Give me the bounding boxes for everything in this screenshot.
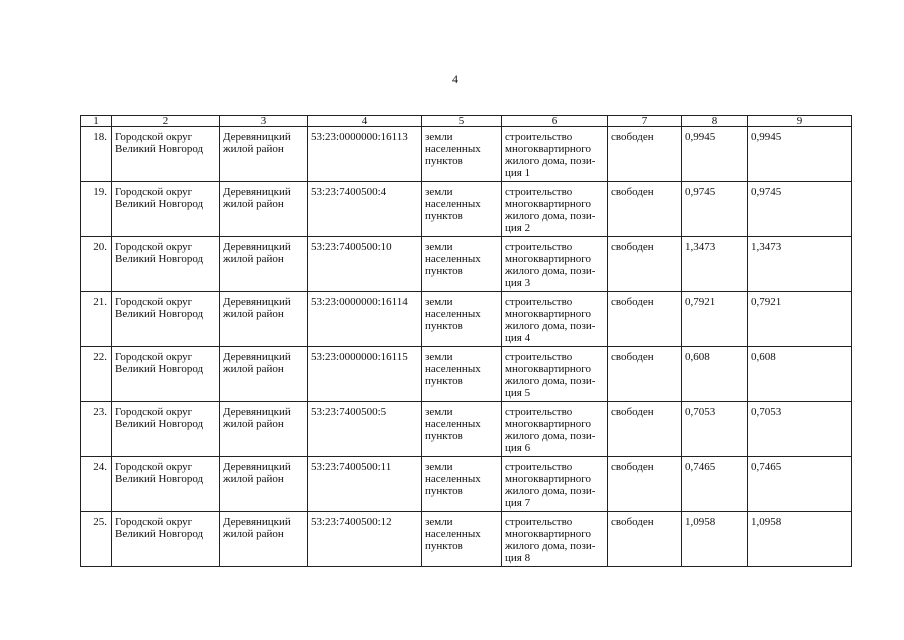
permitted-use-cell <box>502 237 608 292</box>
cell-text-line: многоквартирного <box>505 418 592 430</box>
okrug-cell <box>112 512 220 567</box>
cell-text-line: Деревяницкий <box>223 296 291 308</box>
cadastral-number-cell <box>308 402 422 457</box>
cell-text-line: земли <box>425 406 453 418</box>
table-header <box>81 116 852 127</box>
cell-text-line: жилого дома, пози- <box>505 375 596 387</box>
table-row <box>81 127 852 182</box>
cell-text-line: Великий Новгород <box>115 308 204 320</box>
cell-text-line: многоквартирного <box>505 473 592 485</box>
cell-text-line: 53:23:7400500:11 <box>311 461 392 473</box>
cell-text-line: пунктов <box>425 485 463 497</box>
cell-text-line: многоквартирного <box>505 528 592 540</box>
cell-text-line: Городской округ <box>115 351 193 363</box>
cell-text-line: населенных <box>425 528 481 540</box>
cell-text-line: 21. <box>93 296 107 308</box>
cell-text-line: жилого дома, пози- <box>505 430 596 442</box>
permitted-use-cell <box>502 127 608 182</box>
cell-text-line: пунктов <box>425 540 463 552</box>
cell-text-line: жилого дома, пози- <box>505 265 596 277</box>
okrug-cell <box>112 292 220 347</box>
area-cell <box>682 292 748 347</box>
cell-text-line: строительство <box>505 351 573 363</box>
cell-text-line: 25. <box>93 516 107 528</box>
cell-text-line: населенных <box>425 363 481 375</box>
rayon-cell <box>220 457 308 512</box>
cell-text-line: пунктов <box>425 155 463 167</box>
cell-text-line: Великий Новгород <box>115 363 204 375</box>
land-category-cell <box>422 347 502 402</box>
cell-text-line: 0,7921 <box>685 296 716 308</box>
okrug-cell <box>112 182 220 237</box>
cell-text-line: 19. <box>93 186 107 198</box>
area-second-cell <box>748 457 852 512</box>
status-cell <box>608 512 682 567</box>
table-row <box>81 457 852 512</box>
cell-text-line: жилого дома, пози- <box>505 210 596 222</box>
cell-text-line: 1,3473 <box>685 241 716 253</box>
cell-text-line: Деревяницкий <box>223 186 291 198</box>
cell-text-line: свободен <box>611 296 654 308</box>
cell-text-line: Великий Новгород <box>115 473 204 485</box>
area-second-cell <box>748 182 852 237</box>
cell-text-line: строительство <box>505 241 573 253</box>
permitted-use-cell <box>502 182 608 237</box>
cell-text-line: жилой район <box>223 473 284 485</box>
status-cell <box>608 292 682 347</box>
cell-text-line: строительство <box>505 406 573 418</box>
cell-text-line: многоквартирного <box>505 198 592 210</box>
cell-text-line: жилого дома, пози- <box>505 485 596 497</box>
cadastral-number-cell <box>308 237 422 292</box>
status-cell <box>608 237 682 292</box>
row-number-cell <box>81 182 112 237</box>
cell-text-line: 20. <box>93 241 107 253</box>
cell-text-line: Деревяницкий <box>223 351 291 363</box>
land-category-cell <box>422 182 502 237</box>
cadastral-number-cell <box>308 347 422 402</box>
cell-text-line: ция 6 <box>505 442 531 454</box>
area-second-cell <box>748 237 852 292</box>
area-cell <box>682 237 748 292</box>
area-second-cell <box>748 512 852 567</box>
status-cell <box>608 347 682 402</box>
cell-text-line: Деревяницкий <box>223 131 291 143</box>
cell-text-line: 53:23:0000000:16115 <box>311 351 408 363</box>
cell-text-line: жилой район <box>223 528 284 540</box>
table-row <box>81 402 852 457</box>
land-category-cell <box>422 292 502 347</box>
table-row <box>81 512 852 567</box>
header-cell-2: 2 <box>112 116 220 127</box>
land-category-cell <box>422 512 502 567</box>
okrug-cell <box>112 347 220 402</box>
cadastral-number-cell <box>308 292 422 347</box>
cell-text-line: 0,9745 <box>751 186 782 198</box>
cell-text-line: свободен <box>611 516 654 528</box>
row-number-cell <box>81 457 112 512</box>
cadastral-number-cell <box>308 512 422 567</box>
table-row <box>81 182 852 237</box>
row-number-cell <box>81 292 112 347</box>
cell-text-line: 0,7053 <box>751 406 782 418</box>
cell-text-line: 24. <box>93 461 107 473</box>
cell-text-line: 53:23:0000000:16113 <box>311 131 408 143</box>
cell-text-line: строительство <box>505 461 573 473</box>
cell-text-line: пунктов <box>425 265 463 277</box>
cell-text-line: 0,7465 <box>751 461 782 473</box>
row-number-cell <box>81 347 112 402</box>
cell-text-line: ция 5 <box>505 387 531 399</box>
row-number-cell <box>81 402 112 457</box>
cell-text-line: населенных <box>425 198 481 210</box>
area-cell <box>682 512 748 567</box>
table-row <box>81 237 852 292</box>
area-cell <box>682 347 748 402</box>
page-number: 4 <box>452 72 458 86</box>
permitted-use-cell <box>502 292 608 347</box>
rayon-cell <box>220 182 308 237</box>
cell-text-line: пунктов <box>425 375 463 387</box>
cell-text-line: Великий Новгород <box>115 198 204 210</box>
table-body <box>81 127 852 567</box>
cell-text-line: пунктов <box>425 430 463 442</box>
cell-text-line: 1,0958 <box>751 516 782 528</box>
cell-text-line: 0,608 <box>685 351 710 363</box>
okrug-cell <box>112 457 220 512</box>
cell-text-line: свободен <box>611 131 654 143</box>
cell-text-line: 1,3473 <box>751 241 782 253</box>
cell-text-line: свободен <box>611 461 654 473</box>
cell-text-line: 0,9945 <box>685 131 716 143</box>
cell-text-line: 53:23:7400500:12 <box>311 516 392 528</box>
header-cell-4: 4 <box>308 116 422 127</box>
cell-text-line: жилого дома, пози- <box>505 320 596 332</box>
cell-text-line: населенных <box>425 473 481 485</box>
area-cell <box>682 182 748 237</box>
okrug-cell <box>112 237 220 292</box>
cell-text-line: жилого дома, пози- <box>505 540 596 552</box>
cell-text-line: ция 2 <box>505 222 531 234</box>
permitted-use-cell <box>502 512 608 567</box>
rayon-cell <box>220 292 308 347</box>
status-cell <box>608 182 682 237</box>
cell-text-line: 53:23:7400500:10 <box>311 241 392 253</box>
cell-text-line: 53:23:0000000:16114 <box>311 296 408 308</box>
rayon-cell <box>220 512 308 567</box>
cell-text-line: Великий Новгород <box>115 528 204 540</box>
header-cell-8: 8 <box>682 116 748 127</box>
cell-text-line: земли <box>425 296 453 308</box>
cell-text-line: земли <box>425 516 453 528</box>
land-category-cell <box>422 457 502 512</box>
cell-text-line: Городской округ <box>115 241 193 253</box>
land-category-cell <box>422 402 502 457</box>
cell-text-line: 1,0958 <box>685 516 716 528</box>
status-cell <box>608 457 682 512</box>
header-cell-3: 3 <box>220 116 308 127</box>
cell-text-line: жилой район <box>223 363 284 375</box>
table-row <box>81 292 852 347</box>
cell-text-line: многоквартирного <box>505 143 592 155</box>
cell-text-line: жилой район <box>223 198 284 210</box>
header-row <box>81 116 852 127</box>
cell-text-line: Городской округ <box>115 406 193 418</box>
cadastral-number-cell <box>308 457 422 512</box>
cell-text-line: жилой район <box>223 143 284 155</box>
cell-text-line: строительство <box>505 131 573 143</box>
cell-text-line: земли <box>425 461 453 473</box>
cell-text-line: многоквартирного <box>505 308 592 320</box>
rayon-cell <box>220 127 308 182</box>
cell-text-line: Городской округ <box>115 131 193 143</box>
okrug-cell <box>112 402 220 457</box>
rayon-cell <box>220 347 308 402</box>
cell-text-line: Деревяницкий <box>223 241 291 253</box>
header-cell-7: 7 <box>608 116 682 127</box>
cell-text-line: населенных <box>425 253 481 265</box>
cell-text-line: свободен <box>611 241 654 253</box>
cell-text-line: жилой район <box>223 253 284 265</box>
cell-text-line: строительство <box>505 296 573 308</box>
permitted-use-cell <box>502 347 608 402</box>
cell-text-line: пунктов <box>425 210 463 222</box>
area-cell <box>682 457 748 512</box>
cadastral-number-cell <box>308 182 422 237</box>
okrug-cell <box>112 127 220 182</box>
area-second-cell <box>748 127 852 182</box>
status-cell <box>608 402 682 457</box>
cell-text-line: строительство <box>505 186 573 198</box>
cell-text-line: свободен <box>611 406 654 418</box>
row-number-cell <box>81 512 112 567</box>
cell-text-line: 18. <box>93 131 107 143</box>
cell-text-line: многоквартирного <box>505 253 592 265</box>
cell-text-line: 0,7921 <box>751 296 782 308</box>
cell-text-line: ция 1 <box>505 167 531 179</box>
land-plots-table <box>80 115 852 567</box>
land-category-cell <box>422 127 502 182</box>
header-cell-6: 6 <box>502 116 608 127</box>
row-number-cell <box>81 237 112 292</box>
area-second-cell <box>748 292 852 347</box>
cell-text-line: Деревяницкий <box>223 461 291 473</box>
cell-text-line: жилой район <box>223 418 284 430</box>
row-number-cell <box>81 127 112 182</box>
area-cell <box>682 127 748 182</box>
cell-text-line: жилого дома, пози- <box>505 155 596 167</box>
cell-text-line: Деревяницкий <box>223 406 291 418</box>
area-cell <box>682 402 748 457</box>
cell-text-line: свободен <box>611 351 654 363</box>
cell-text-line: ция 8 <box>505 552 531 564</box>
area-second-cell <box>748 347 852 402</box>
cell-text-line: 0,7053 <box>685 406 716 418</box>
cell-text-line: земли <box>425 131 453 143</box>
cell-text-line: Городской округ <box>115 186 193 198</box>
cell-text-line: Великий Новгород <box>115 418 204 430</box>
header-cell-9: 9 <box>748 116 852 127</box>
cell-text-line: 23. <box>93 406 107 418</box>
cell-text-line: ция 7 <box>505 497 531 509</box>
cell-text-line: 53:23:7400500:4 <box>311 186 387 198</box>
cell-text-line: строительство <box>505 516 573 528</box>
cell-text-line: Великий Новгород <box>115 253 204 265</box>
table-row <box>81 347 852 402</box>
cell-text-line: 22. <box>93 351 107 363</box>
area-second-cell <box>748 402 852 457</box>
cadastral-number-cell <box>308 127 422 182</box>
cell-text-line: пунктов <box>425 320 463 332</box>
cell-text-line: земли <box>425 186 453 198</box>
land-category-cell <box>422 237 502 292</box>
cell-text-line: Великий Новгород <box>115 143 204 155</box>
rayon-cell <box>220 237 308 292</box>
cell-text-line: Городской округ <box>115 516 193 528</box>
cell-text-line: 53:23:7400500:5 <box>311 406 387 418</box>
cell-text-line: многоквартирного <box>505 363 592 375</box>
permitted-use-cell <box>502 402 608 457</box>
cell-text-line: жилой район <box>223 308 284 320</box>
header-cell-1: 1 <box>81 116 112 127</box>
cell-text-line: ция 4 <box>505 332 531 344</box>
cell-text-line: населенных <box>425 143 481 155</box>
cell-text-line: Городской округ <box>115 296 193 308</box>
header-cell-5: 5 <box>422 116 502 127</box>
status-cell <box>608 127 682 182</box>
cell-text-line: 0,7465 <box>685 461 716 473</box>
cell-text-line: ция 3 <box>505 277 531 289</box>
cell-text-line: свободен <box>611 186 654 198</box>
cell-text-line: населенных <box>425 418 481 430</box>
permitted-use-cell <box>502 457 608 512</box>
cell-text-line: земли <box>425 241 453 253</box>
cell-text-line: населенных <box>425 308 481 320</box>
cell-text-line: Деревяницкий <box>223 516 291 528</box>
cell-text-line: 0,9945 <box>751 131 782 143</box>
cell-text-line: 0,9745 <box>685 186 716 198</box>
cell-text-line: 0,608 <box>751 351 776 363</box>
cell-text-line: Городской округ <box>115 461 193 473</box>
cell-text-line: земли <box>425 351 453 363</box>
rayon-cell <box>220 402 308 457</box>
